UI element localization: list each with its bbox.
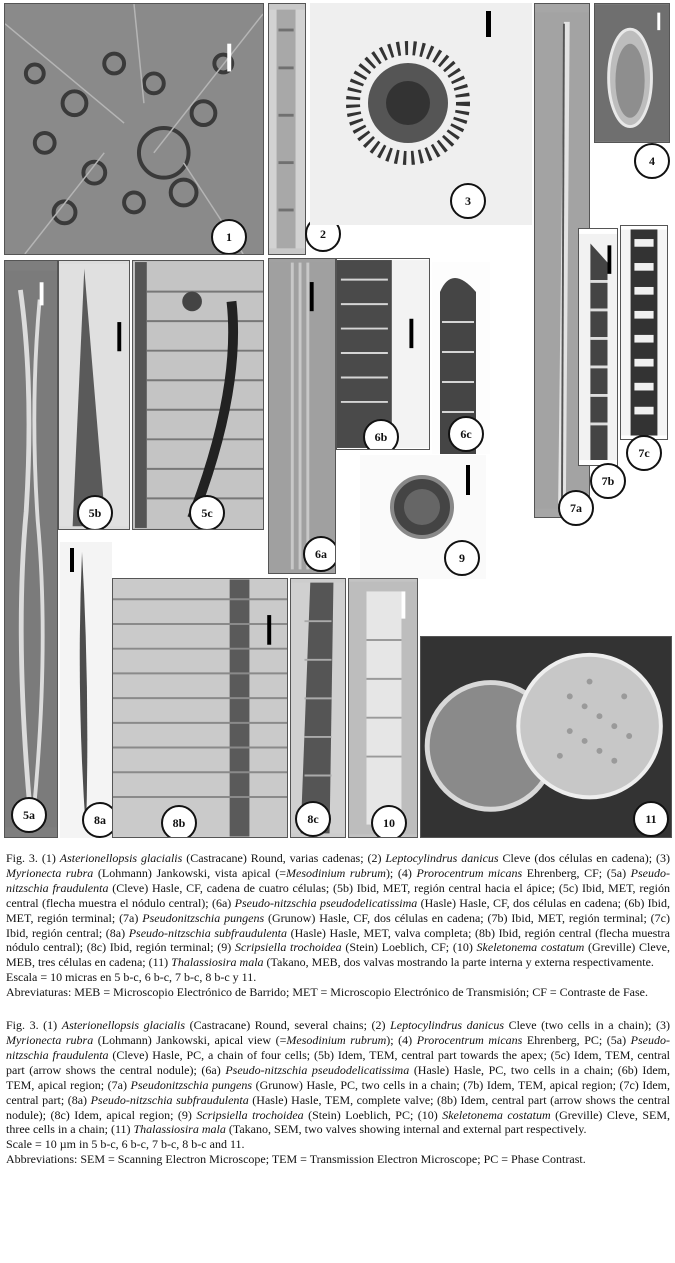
panel-label-4: 4: [634, 143, 670, 179]
caption-es-taxon-name: Scripsiella trochoidea: [235, 940, 342, 955]
panel-label-5c: 5c: [189, 495, 225, 530]
caption-en-taxon-name: Pseudo-nitzschia pseudodelicatissima: [225, 1062, 410, 1077]
caption-es-taxon-name: Pseudo-nitzschia fraudulenta: [6, 865, 670, 895]
caption-es-text-run: (Takano, MEB, dos valvas mostrando la parte interna y externa respectivamente.: [263, 955, 654, 970]
panel-3-image: [310, 3, 532, 225]
caption-en-taxon-name: Scripsiella trochoidea: [196, 1107, 304, 1122]
caption-en-text-run: (Grunow) Hasle, PC, two cells in a chain; (7b) Idem, TEM, apical region; (7c) Idem, central part; (8a): [6, 1077, 670, 1107]
panel-5a-image: [5, 261, 57, 837]
panel-1-image: [5, 4, 263, 254]
caption-en-taxon-name: Thalassiosira mala: [133, 1122, 226, 1137]
caption-en-taxon-name: Leptocylindrus danicus: [390, 1018, 504, 1033]
caption-en-text-run: (Greville) Cleve, SEM, three cells in a chain; (11): [6, 1107, 670, 1137]
caption-es-text-run: (Hasle) Hasle, MET, valva completa; (8b) Ibid, región central (flecha muestra nódulo central); (8c) Ibid, región terminal; (9): [6, 925, 670, 955]
panel-6b-micrograph: [336, 258, 430, 450]
panel-5b-micrograph: [58, 260, 130, 530]
caption-spanish-abbreviations: Abreviaturas: MEB = Microscopio Electrónico de Barrido; MET = Microscopio Electrónico de Transmisión; CF = Contraste de Fase.: [6, 985, 648, 1000]
panel-label-9: 9: [444, 540, 480, 576]
caption-en-taxon-name: Prorocentrum micans: [416, 1032, 523, 1047]
caption-es-text-run: (Greville) Cleve, MEB, tres células en cadena; (11): [6, 940, 670, 970]
caption-spanish-scale: Escala = 10 micras en 5 b-c, 6 b-c, 7 b-c, 8 b-c y 11.: [6, 970, 257, 985]
panel-8b-image: [113, 579, 287, 837]
panel-5c-image: [133, 261, 263, 529]
panel-label-5b: 5b: [77, 495, 113, 530]
panel-10-micrograph: [348, 578, 418, 838]
caption-en-text-run: (Stein) Loeblich, PC; (10): [303, 1107, 443, 1122]
caption-spanish: [6, 851, 670, 970]
panel-label-2: 2: [305, 216, 341, 252]
caption-english-abbreviations: Abbreviations: SEM = Scanning Electron Microscope; TEM = Transmission Electron Microscope; PC = Phase Contrast.: [6, 1152, 586, 1167]
caption-en-taxon-name: Asterionellopsis glacialis: [61, 1018, 185, 1033]
panel-7b-image: [579, 229, 617, 465]
panel-5c-micrograph: [132, 260, 264, 530]
caption-es-taxon-name: Leptocylindrus danicus: [385, 851, 499, 865]
caption-es-taxon-name: Prorocentrum micans: [416, 865, 523, 880]
caption-es-text-run: (Grunow) Hasle, CF, dos células en cadena; (7b) Ibid, MET, región terminal; (7c) Ibid, región central; (8a): [6, 910, 670, 940]
caption-es-text-run: (Castracane) Round, varias cadenas; (2): [182, 851, 386, 865]
panel-label-3: 3: [450, 183, 486, 219]
panel-2-micrograph: [268, 3, 306, 255]
panel-label-1: 1: [211, 219, 247, 255]
caption-es-text-run: ); (4): [385, 865, 417, 880]
panel-label-8c: 8c: [295, 801, 331, 837]
caption-es-text-run: Cleve (dos células en cadena); (3): [498, 851, 670, 865]
panel-label-8b: 8b: [161, 805, 197, 838]
panel-1-micrograph: [4, 3, 264, 255]
panel-label-7c: 7c: [626, 435, 662, 471]
caption-en-text-run: ); (4): [386, 1032, 417, 1047]
panel-2-image: [269, 4, 305, 254]
caption-es-taxon-name: Asterionellopsis glacialis: [59, 851, 183, 865]
panel-7c-image: [621, 226, 667, 439]
caption-en-text-run: Cleve (two cells in a chain); (3): [503, 1018, 670, 1033]
caption-en-text-run: (Lohmann) Jankowski, apical view (=: [93, 1032, 287, 1047]
caption-es-text-run: Ehrenberg, CF; (5a): [522, 865, 631, 880]
caption-english: [6, 1018, 670, 1137]
caption-es-text-run: (Stein) Loeblich, CF; (10): [341, 940, 477, 955]
caption-es-text-run: (Hasle) Hasle, CF, dos células en cadena; (6b) Ibid, MET, región terminal; (7a): [6, 895, 671, 925]
panel-8b-micrograph: [112, 578, 288, 838]
panel-label-5a: 5a: [11, 797, 47, 833]
caption-en-taxon-name: Mesodinium rubrum: [286, 1032, 387, 1047]
panel-label-7a: 7a: [558, 490, 594, 526]
caption-en-text-run: Fig. 3. (1): [6, 1018, 62, 1033]
caption-en-taxon-name: Pseudo-nitzschia fraudulenta: [6, 1032, 670, 1062]
caption-en-text-run: (Takano, SEM, two valves showing internal and external part respectively.: [225, 1122, 587, 1137]
caption-es-taxon-name: Skeletonema costatum: [476, 940, 585, 955]
panel-label-11: 11: [633, 801, 669, 837]
figure-caption: [6, 851, 670, 1167]
panel-11-micrograph: [420, 636, 672, 838]
caption-en-taxon-name: Skeletonema costatum: [442, 1107, 551, 1122]
panel-6a-image: [269, 259, 335, 573]
caption-es-taxon-name: Pseudo-nitzschia pseudodelicatissima: [234, 895, 418, 910]
panel-4-micrograph: [594, 3, 670, 143]
caption-en-text-run: (Hasle) Hasle, PC, two cells in a chain; (6b) Idem, TEM, apical region; (7a): [6, 1062, 670, 1092]
panel-5a-micrograph: [4, 260, 58, 838]
panel-8c-micrograph: [290, 578, 346, 838]
panel-7c-micrograph: [620, 225, 668, 440]
caption-es-text-run: Fig. 3. (1): [6, 851, 60, 865]
panel-label-10: 10: [371, 805, 407, 838]
panel-5b-image: [59, 261, 129, 529]
caption-es-taxon-name: Thalassiosira mala: [171, 955, 264, 970]
caption-es-text-run: (Lohmann) Jankowski, vista apical (=: [93, 865, 286, 880]
panel-3-micrograph: [310, 3, 532, 225]
panel-8a-micrograph: [60, 542, 112, 838]
panel-label-7b: 7b: [590, 463, 626, 499]
panel-10-image: [349, 579, 417, 837]
caption-en-taxon-name: Pseudo-nitzschia subfraudulenta: [90, 1092, 249, 1107]
caption-gap: [6, 1000, 670, 1018]
panel-4-image: [595, 4, 669, 142]
caption-es-text-run: (Cleve) Hasle, CF, cadena de cuatro células; (5b) Ibid, MET, región central hacia el ápice; (5c) Ibid, MET, región central (flecha muestra el nódulo central); (6a): [6, 880, 670, 910]
panel-label-6c: 6c: [448, 416, 484, 452]
caption-english-scale: Scale = 10 µm in 5 b-c, 6 b-c, 7 b-c, 8 b-c and 11.: [6, 1137, 245, 1152]
panel-label-6b: 6b: [363, 419, 399, 450]
caption-en-text-run: (Castracane) Round, several chains; (2): [185, 1018, 391, 1033]
panel-8a-image: [60, 542, 112, 838]
panel-6c-micrograph: [432, 262, 490, 454]
panel-label-8a: 8a: [82, 802, 112, 838]
panel-9-micrograph: [360, 455, 486, 579]
panel-11-image: [421, 637, 671, 837]
caption-en-text-run: (Cleve) Hasle, PC, a chain of four cells; (5b) Idem, TEM, central part towards the apex; (5c) Idem, TEM, central part (arrow shows the central nodule); (6a): [6, 1047, 670, 1077]
caption-en-taxon-name: Myrionecta rubra: [6, 1032, 94, 1047]
panel-7b-micrograph: [578, 228, 618, 466]
caption-en-text-run: (Hasle) Hasle, TEM, complete valve; (8b) Idem, central part (arrow shows the central nodule); (8c) Idem, apical region; (9): [6, 1092, 670, 1122]
caption-es-taxon-name: Mesodinium rubrum: [286, 865, 386, 880]
caption-es-taxon-name: Myrionecta rubra: [6, 865, 94, 880]
caption-es-taxon-name: Pseudo-nitzschia subfraudulenta: [128, 925, 287, 940]
caption-es-taxon-name: Pseudonitzschia pungens: [142, 910, 265, 925]
caption-en-taxon-name: Pseudonitzschia pungens: [130, 1077, 253, 1092]
panel-6a-micrograph: [268, 258, 336, 574]
panel-label-6a: 6a: [303, 536, 336, 572]
caption-en-text-run: Ehrenberg, PC; (5a): [522, 1032, 631, 1047]
panel-8c-image: [291, 579, 345, 837]
